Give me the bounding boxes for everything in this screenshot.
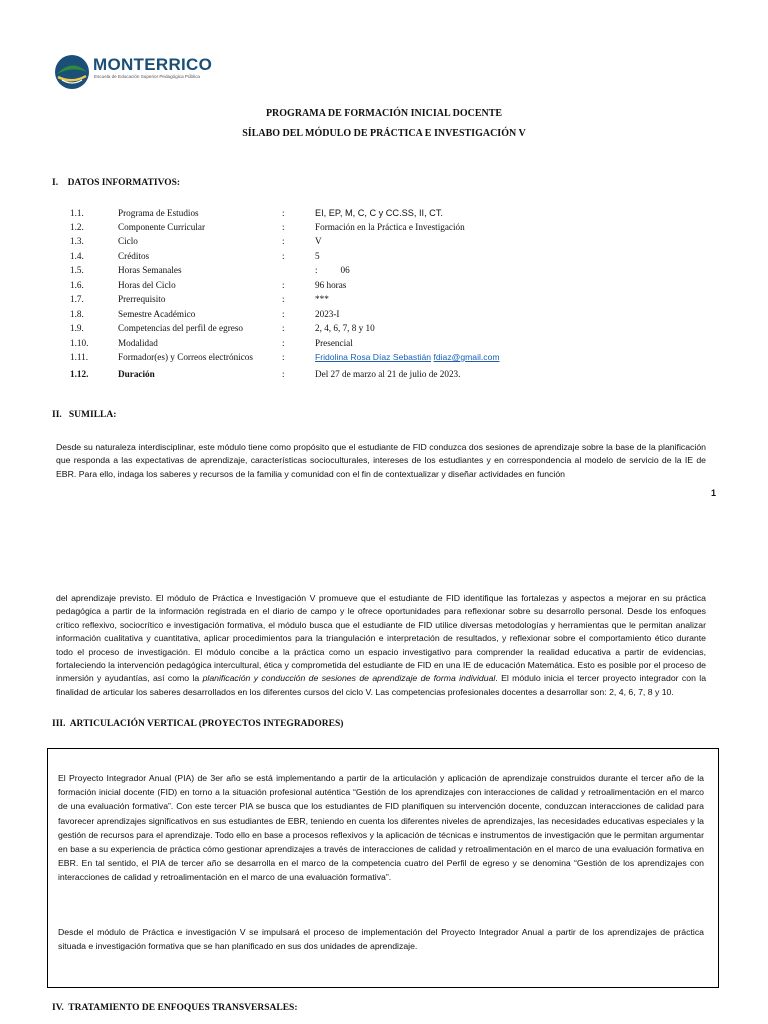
logo-subtitle: Escuela de Educación Superior Pedagógica Pública [94, 74, 200, 79]
formador-email-link[interactable]: fdiaz@gmail.com [433, 352, 500, 362]
datos-row [70, 236, 710, 250]
document-subtitle: SÍLABO DEL MÓDULO DE PRÁCTICA E INVESTIGACIÓN V [242, 128, 526, 139]
row-colon: : [282, 251, 285, 261]
row-number: 1.6. [70, 280, 84, 290]
row-value: Presencial [315, 338, 353, 348]
section-3-heading-b: (PROYECTOS INTEGRADORES) [198, 719, 344, 729]
row-value: 5 [315, 251, 320, 261]
row-number: 1.2. [70, 222, 84, 232]
row-label: Competencias del perfil de egreso [118, 323, 244, 333]
sumilla-text-a: del aprendizaje previsto. El módulo de Práctica e Investigación V promueve que el estudiante de FID identifique las fortalezas y aspectos a mejorar en su práctica pedagógica a partir de la información registrada en el diario de campo y le ofrece oportunidades para reflexionar sobre su desarrollo personal. Desde los enfoques crítico reflexivo, sociocrítico e investigación formativa, el módulo busca que el estudiante de FID utilice diversas metodologías y herramientas que le permitan analizar información cualitativa y cuantitativa, aplicar procedimientos para la triangulación e interpretación de resultados, y reflexionar sobre el comportamiento ético durante todo el proceso de investigación. El módulo concibe a la práctica como un espacio investigativo para comprender la realidad educativa a partir de evidencias, fortaleciendo la intervención pedagógica intercultural, ética y comprometida del estudiante de FID en una IE de educación Matemática. Esto es posible por el proceso de inmersión y ayudantías, así como la [56, 593, 706, 684]
row-number: 1.12. [70, 369, 89, 379]
row-colon: : [282, 208, 285, 218]
sumilla-paragraph-1: Desde su naturaleza interdisciplinar, este módulo tiene como propósito que el estudiante de FID conduzca dos sesiones de aprendizaje sobre la base de la planificación que responda a las expectativas de aprendizaje, características socioculturales, intereses de los estudiantes y en correspondencia al modelo de servicio de la IE de EBR. Para ello, indaga los saberes y recursos de la familia y comunidad con el fin de contextualizar y diseñar actividades en función [56, 442, 706, 479]
datos-row [70, 323, 710, 337]
row-number: 1.7. [70, 294, 84, 304]
row-colon: : [282, 352, 285, 362]
row-number: 1.3. [70, 236, 84, 246]
datos-row [70, 352, 710, 366]
row-number: 1.9. [70, 323, 84, 333]
datos-row [70, 309, 710, 323]
section-3-heading-a: III. ARTICULACIÓN VERTICAL [52, 719, 199, 729]
row-label: Prerrequisito [118, 294, 166, 304]
row-colon: : [282, 236, 285, 246]
section-1-heading: I. DATOS INFORMATIVOS: [52, 178, 181, 188]
row-colon: : [282, 294, 285, 304]
row-value: *** [315, 294, 329, 304]
formador-name[interactable]: Fridolina Rosa Díaz Sebastián [315, 352, 432, 362]
datos-row [70, 338, 710, 352]
row-value: 2023-I [315, 309, 340, 319]
document-title: PROGRAMA DE FORMACIÓN INICIAL DOCENTE [265, 108, 503, 119]
row-number: 1.11. [70, 352, 89, 362]
row-value: EI, EP, M, C, C y CC.SS, II, CT. [315, 208, 443, 218]
row-number: 1.5. [70, 265, 84, 275]
row-label: Horas del Ciclo [118, 280, 176, 290]
row-label: Componente Curricular [118, 222, 206, 232]
section-2-heading: II. SUMILLA: [52, 410, 117, 420]
row-label: Semestre Académico [118, 309, 196, 319]
datos-row [70, 294, 710, 308]
row-value: V [315, 236, 322, 246]
row-number: 1.10. [70, 338, 89, 348]
row-colon: : [282, 323, 285, 333]
datos-row [70, 251, 710, 265]
row-label: Formador(es) y Correos electrónicos [118, 352, 253, 362]
datos-row [70, 208, 710, 222]
section-4-heading: IV. TRATAMIENTO DE ENFOQUES TRANSVERSALES: [52, 1003, 298, 1013]
row-number: 1.4. [70, 251, 84, 261]
row-value: 2, 4, 6, 7, 8 y 10 [315, 323, 375, 333]
row-value: Del 27 de marzo al 21 de julio de 2023. [315, 369, 461, 379]
row-label: Duración [118, 369, 155, 379]
sumilla-text-italic: planificación y conducción de sesiones de aprendizaje de forma individual [202, 673, 496, 684]
section-3-heading [52, 718, 343, 729]
datos-row [70, 222, 710, 236]
pia-box [47, 748, 719, 988]
pia-paragraph-1: El Proyecto Integrador Anual (PIA) de 3er año se está implementando a partir de la articulación y aplicación de aprendizaje construidos durante el tercer año de la formación inicial docente (FID) en torno a la situación profesional auténtica “Gestión de los aprendizajes con interacciones de calidad y retroalimentación en el marco de una evaluación formativa”. Con este tercer PIA se busca que los estudiantes de FID planifiquen su intervención docente, conduzcan interacciones de calidad para favorecer aprendizajes significativos en sus estudiantes de EBR, teniendo en cuenta los diferentes niveles de aprendizajes, las necesidades educativas especiales y la gestión de recursos para el aprendizaje. Todo ello en base a procesos reflexivos y la aplicación de técnicas e instrumentos de investigación que le permitan argumentar en base a su experiencia de práctica cómo gestionar aprendizajes a través de interacciones de calidad y retroalimentación en el marco de una evaluación formativa en EBR. En tal sentido, el PIA de tercer año se desarrolla en el marco de la competencia cuatro del Perfil de egreso y se denomina “Gestión de los aprendizajes con interacciones de calidad y retroalimentación en el marco de una evaluación formativa”. [58, 773, 704, 883]
row-colon: : [282, 338, 285, 348]
row-colon: : [282, 369, 285, 379]
sumilla-paragraph-2 [56, 592, 706, 699]
row-label: Modalidad [118, 338, 158, 348]
pia-paragraph-2: Desde el módulo de Práctica e investigación V se impulsará el proceso de implementación del Proyecto Integrador Anual a partir de los aprendizajes de práctica situada e investigación formativa que se han planificado en sus dos unidades de aprendizaje. [58, 927, 704, 952]
row-number: 1.1. [70, 208, 84, 218]
datos-row [70, 265, 710, 279]
row-colon: : [282, 309, 285, 319]
row-label: Créditos [118, 251, 150, 261]
row-colon: : [282, 222, 285, 232]
row-number: 1.8. [70, 309, 84, 319]
row-label: Programa de Estudios [118, 208, 199, 218]
row-label: Horas Semanales [118, 265, 182, 275]
row-value: Formación en la Práctica e Investigación [315, 222, 465, 232]
datos-row [70, 280, 710, 294]
row-value: : 06 [315, 265, 350, 275]
page-number: 1 [711, 488, 717, 498]
sumilla-text-b: . El módulo inicia el tercer proyecto integrador con la finalidad de articular los saberes desarrollados en los diferentes cursos del ciclo V. Las competencias profesionales docentes a desarrollar son: 2, 4, 6, 7, 8 y 10. [56, 673, 707, 697]
row-label: Ciclo [118, 236, 138, 246]
row-colon: : [282, 280, 285, 290]
formador-name-link[interactable] [315, 352, 500, 362]
datos-row [70, 369, 710, 383]
logo-name: MONTERRICO [93, 55, 213, 74]
row-value: 96 horas [315, 280, 347, 290]
